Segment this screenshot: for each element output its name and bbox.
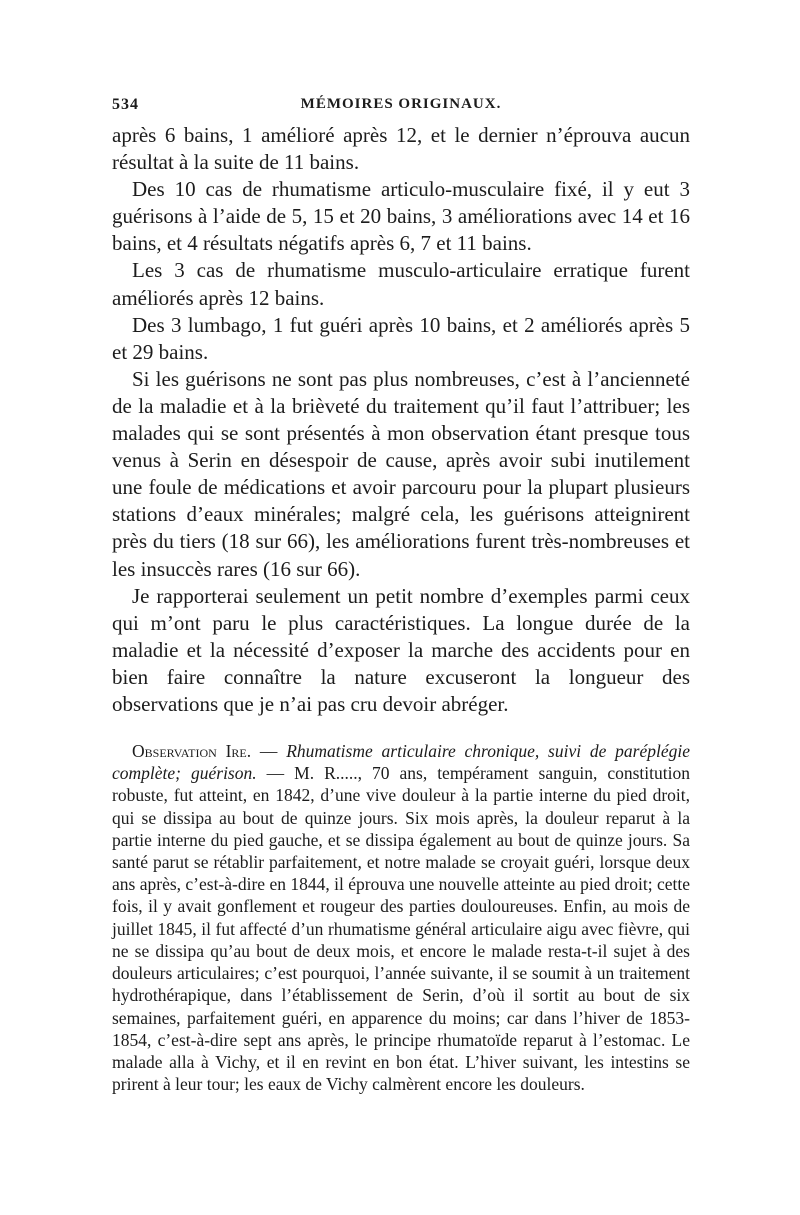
observation-title: Rhumatisme articulaire chronique, suivi de paréplégie complète; guérison. <box>112 741 691 784</box>
paragraph-lumbago: Des 3 lumbago, 1 fut guéri après 10 bains, et 2 améliorés après 5 et 29 bains. <box>112 312 690 364</box>
observation-block <box>112 740 690 1095</box>
paragraph-erratique: Les 3 cas de rhumatisme musculo-articulaire erratique furent améliorés après 12 bains. <box>112 258 690 310</box>
observation-text: — M. R....., 70 ans, tempérament sanguin, constitution robuste, fut atteint, en 1842, d’une vive douleur à la partie interne du pied droit, qui se dissipa au bout de quinze jours. Six mois après, la douleur reparut à la partie interne du pied gauche, et se dissipa également au bout de quinze jours. Sa santé parut se rétablir parfaitement, et notre malade se croyait guéri, lorsque deux ans après, c’est-à-dire en 1844, il éprouva une nouvelle atteinte au pied droit; cette fois, il y avait gonflement et rougeur des parties douloureuses. Enfin, au mois de juillet 1845, il fut affecté d’un rhumatisme général articulaire aigu avec fièvre, qui ne se dissipa qu’au bout de deux mois, et encore le malade resta-t-il sujet à des douleurs articulaires; c’est pourquoi, l’année suivante, il se soumit à un traitement hydrothérapique, dans l’établissement de Serin, d’où il sortit au bout de six semaines, parfaitement guéri, en apparence du moins; car dans l’hiver de 1853-1854, c’est-à-dire sept ans après, le principe rhumatoïde reparut à l’estomac. Le malade alla à Vichy, et il en revint en bon état. L’hiver suivant, les intestins se prirent à leur tour; les eaux de Vichy calmèrent encore les douleurs. <box>112 763 690 1095</box>
observation-dash: — <box>251 741 287 762</box>
running-title: MÉMOIRES ORIGINAUX. <box>300 96 502 112</box>
body-text <box>112 122 690 718</box>
document-page <box>112 96 690 1095</box>
paragraph-exemples: Je rapporterai seulement un petit nombre d’exemples parmi ceux qui m’ont paru le plus caractéristiques. La longue durée de la maladie et la nécessité d’exposer la marche des accidents pour en bien faire connaître la nature excuseront la longueur des observations que je n’ai pas cru devoir abréger. <box>112 583 690 716</box>
page-number: 534 <box>112 96 139 113</box>
paragraph-articulo-musculaire: Des 10 cas de rhumatisme articulo-musculaire fixé, il y eut 3 guérisons à l’aide de 5, 15 et 20 bains, 3 améliorations avec 14 et 16 bains, et 4 résultats négatifs après 6, 7 et 11 bains. <box>112 177 690 256</box>
paragraph-guerisons: Si les guérisons ne sont pas plus nombreuses, c’est à l’ancienneté de la maladie et à la brièveté du traitement qu’il faut l’attribuer; les malades qui se sont présentés à mon observation étant presque tous venus à Serin en désespoir de cause, après avoir subi inutilement une foule de médications et avoir parcouru pour la plupart plusieurs stations d’eaux minérales; malgré cela, les guérisons atteignirent près du tiers (18 sur 66), les améliorations furent très-nombreuses et les insuccès rares (16 sur 66). <box>112 366 690 581</box>
observation-label: Observation Ire. <box>132 741 252 762</box>
paragraph-continuation: après 6 bains, 1 amélioré après 12, et le dernier n’éprouva aucun résultat à la suite de 11 bains. <box>112 123 690 175</box>
observation-paragraph <box>112 740 690 1095</box>
running-head <box>112 96 690 122</box>
